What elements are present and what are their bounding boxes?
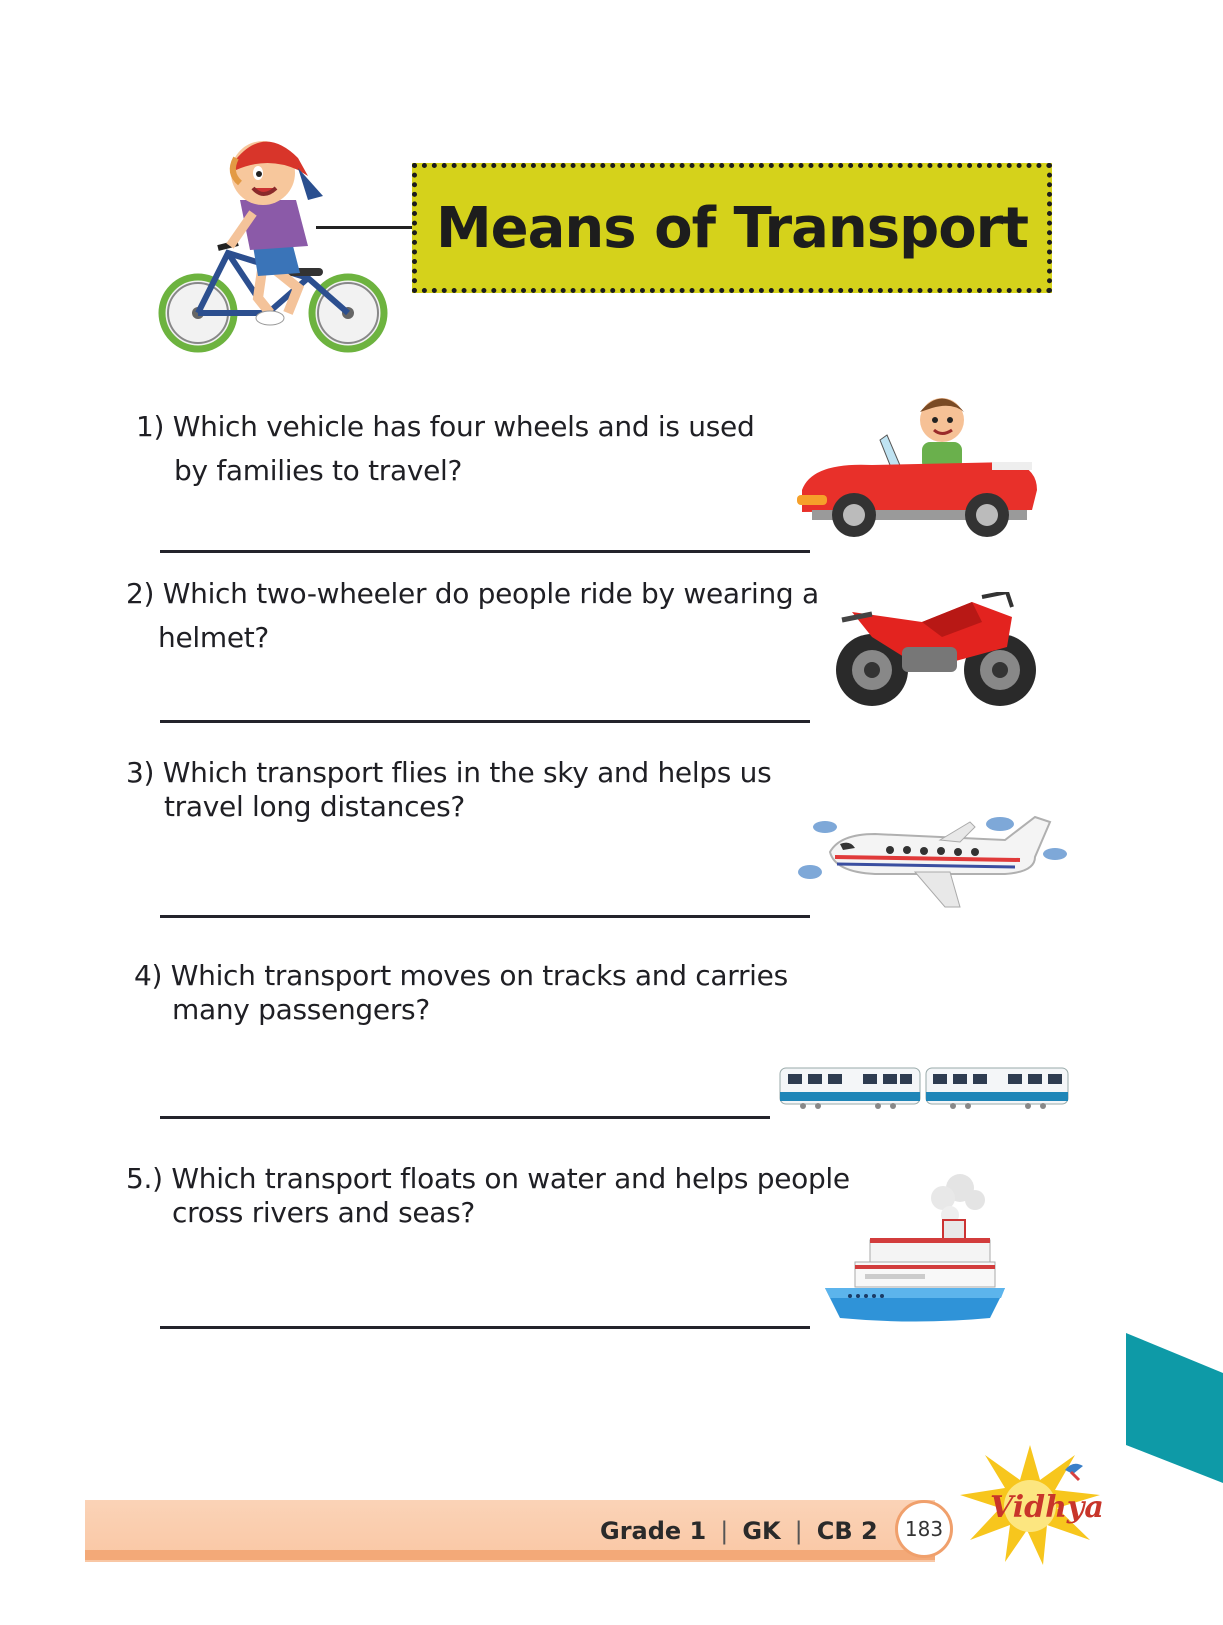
question-text-line1: Which transport flies in the sky and helps us	[162, 756, 772, 789]
question-1	[136, 405, 754, 493]
question-5	[126, 1157, 850, 1235]
footer-info	[600, 1508, 878, 1554]
question-text-line2: by families to travel?	[174, 454, 463, 487]
motorcycle-icon	[832, 592, 1042, 712]
grade-label: Grade 1	[600, 1517, 707, 1545]
train-icon	[778, 1062, 1070, 1112]
answer-line-2[interactable]	[160, 720, 810, 723]
question-text-line2: helmet?	[158, 621, 269, 654]
logo-text: Vidhya	[990, 1490, 1104, 1525]
separator: |	[720, 1517, 729, 1545]
title-banner	[412, 163, 1052, 293]
question-number: 5.)	[126, 1162, 163, 1195]
car-icon	[792, 390, 1042, 540]
separator: |	[794, 1517, 803, 1545]
question-3	[126, 751, 771, 829]
answer-line-5[interactable]	[160, 1326, 810, 1329]
question-text-line1: Which transport floats on water and helps people	[171, 1162, 850, 1195]
page-title: Means of Transport	[435, 195, 1029, 261]
chapter-tab	[1126, 1333, 1223, 1483]
subject-label: GK	[742, 1517, 781, 1545]
answer-line-3[interactable]	[160, 915, 810, 918]
question-number: 4)	[134, 959, 163, 992]
question-text-line2: travel long distances?	[164, 790, 465, 823]
question-text-line1: Which two-wheeler do people ride by wearing a	[162, 577, 819, 610]
question-text-line2: many passengers?	[172, 993, 430, 1026]
question-2	[126, 572, 819, 660]
question-number: 2)	[126, 577, 155, 610]
page-number: 183	[895, 1500, 953, 1558]
answer-line-4[interactable]	[160, 1116, 770, 1119]
question-4	[134, 954, 788, 1032]
question-text-line2: cross rivers and seas?	[172, 1196, 475, 1229]
question-text-line1: Which transport moves on tracks and carries	[170, 959, 788, 992]
question-number: 3)	[126, 756, 155, 789]
airplane-icon	[795, 812, 1075, 912]
book-label: CB 2	[816, 1517, 878, 1545]
ship-icon	[825, 1170, 1015, 1330]
question-text-line1: Which vehicle has four wheels and is used	[172, 410, 755, 443]
boy-on-bicycle-icon	[158, 128, 398, 363]
answer-line-1[interactable]	[160, 550, 810, 553]
title-connector	[316, 226, 413, 229]
question-number: 1)	[136, 410, 165, 443]
